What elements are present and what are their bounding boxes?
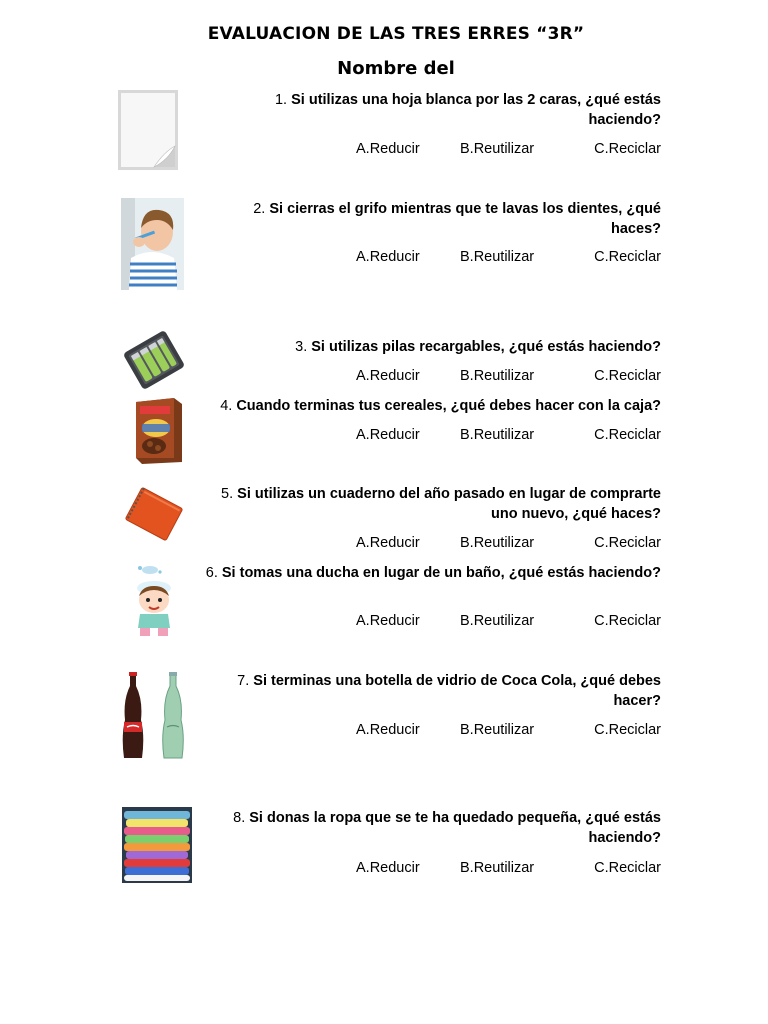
question-text: Si utilizas un cuaderno del año pasado en lugar de comprarte uno nuevo, ¿qué haces? xyxy=(237,486,661,522)
question-text: Si tomas una ducha en lugar de un baño, ¿qué estás haciendo? xyxy=(221,565,661,581)
question-7 xyxy=(200,671,661,711)
option-reutilizar[interactable]: B.Reutilizar xyxy=(460,613,535,629)
option-reducir[interactable]: A.Reducir xyxy=(356,535,420,551)
option-reducir[interactable]: A.Reducir xyxy=(356,141,420,157)
option-reciclar[interactable]: C.Reciclar xyxy=(594,722,661,738)
answer-options-6 xyxy=(300,611,661,631)
answer-options-5 xyxy=(300,533,661,553)
option-reducir[interactable]: A.Reducir xyxy=(356,368,420,384)
question-4 xyxy=(200,396,661,416)
question-number: 7. xyxy=(237,673,250,689)
folded-clothes-icon xyxy=(122,807,192,883)
question-2 xyxy=(200,199,661,239)
option-reutilizar[interactable]: B.Reutilizar xyxy=(460,427,535,443)
glass-bottles-icon xyxy=(119,672,191,760)
option-reciclar[interactable]: C.Reciclar xyxy=(594,613,661,629)
cereal-box-icon xyxy=(134,396,184,464)
question-6 xyxy=(200,563,661,583)
question-number: 8. xyxy=(233,810,246,826)
option-reducir[interactable]: A.Reducir xyxy=(356,249,420,265)
option-reutilizar[interactable]: B.Reutilizar xyxy=(460,722,535,738)
question-text: Cuando terminas tus cereales, ¿qué debes hacer con la caja? xyxy=(236,398,661,414)
question-text: Si cierras el grifo mientras que te lavas los dientes, ¿qué haces? xyxy=(269,201,661,237)
option-reciclar[interactable]: C.Reciclar xyxy=(594,860,661,876)
option-reducir[interactable]: A.Reducir xyxy=(356,722,420,738)
question-number: 1. xyxy=(274,92,288,108)
option-reciclar[interactable]: C.Reciclar xyxy=(594,535,661,551)
blank-paper-icon xyxy=(118,90,178,170)
notebook-icon xyxy=(121,484,187,544)
answer-options-2 xyxy=(300,247,661,267)
option-reducir[interactable]: A.Reducir xyxy=(356,860,420,876)
question-3 xyxy=(200,337,661,357)
option-reciclar[interactable]: C.Reciclar xyxy=(594,141,661,157)
name-label: Nombre del xyxy=(337,58,455,79)
option-reutilizar[interactable]: B.Reutilizar xyxy=(460,535,535,551)
option-reutilizar[interactable]: B.Reutilizar xyxy=(460,860,535,876)
question-text: Si donas la ropa que se te ha quedado pequeña, ¿qué estás haciendo? xyxy=(249,810,661,846)
question-number: 5. xyxy=(221,486,234,502)
question-text: Si utilizas pilas recargables, ¿qué estás haciendo? xyxy=(311,339,661,355)
question-number: 4. xyxy=(220,398,233,414)
page-title: EVALUACION DE LAS TRES ERRES “3R” xyxy=(207,24,585,44)
option-reutilizar[interactable]: B.Reutilizar xyxy=(460,141,535,157)
question-text: Si utilizas una hoja blanca por las 2 caras, ¿qué estás haciendo? xyxy=(291,92,661,128)
option-reciclar[interactable]: C.Reciclar xyxy=(594,249,661,265)
answer-options-4 xyxy=(300,425,661,445)
child-shower-icon xyxy=(128,562,180,640)
question-number: 3. xyxy=(295,339,308,355)
option-reducir[interactable]: A.Reducir xyxy=(356,427,420,443)
option-reutilizar[interactable]: B.Reutilizar xyxy=(460,368,535,384)
question-text: Si terminas una botella de vidrio de Coca Cola, ¿qué debes hacer? xyxy=(253,673,661,709)
answer-options-8 xyxy=(300,858,661,878)
question-number: 6. xyxy=(205,565,218,581)
battery-charger-icon xyxy=(122,325,186,395)
answer-options-1 xyxy=(300,139,661,159)
answer-options-3 xyxy=(300,366,661,386)
answer-options-7 xyxy=(300,720,661,740)
question-number: 2. xyxy=(253,201,266,217)
question-5 xyxy=(200,484,661,524)
option-reciclar[interactable]: C.Reciclar xyxy=(594,368,661,384)
option-reducir[interactable]: A.Reducir xyxy=(356,613,420,629)
option-reciclar[interactable]: C.Reciclar xyxy=(594,427,661,443)
child-brushing-teeth-icon xyxy=(121,198,184,290)
option-reutilizar[interactable]: B.Reutilizar xyxy=(460,249,535,265)
question-8 xyxy=(200,808,661,848)
question-1 xyxy=(200,90,661,130)
